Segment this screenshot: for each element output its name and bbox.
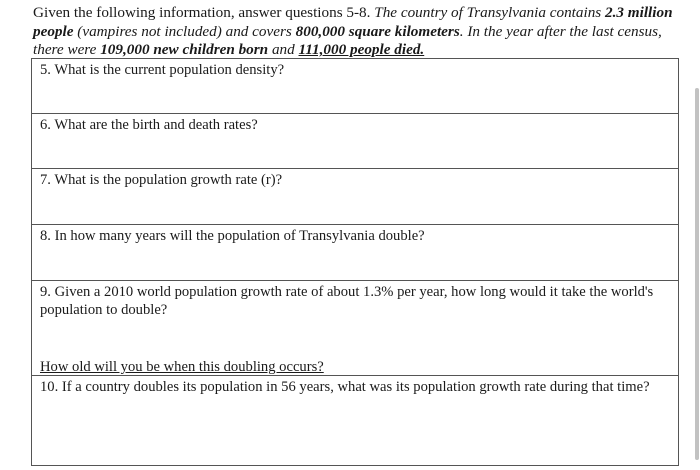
intro-and: and <box>268 41 299 58</box>
question-subtext: How old will you be when this doubling occurs? <box>40 359 324 375</box>
question-row[interactable] <box>32 168 678 225</box>
question-row[interactable] <box>32 375 678 466</box>
intro-vampires: (vampires not included) and covers <box>73 22 296 40</box>
intro-census: . In the year after the last census, there were <box>33 22 662 58</box>
vertical-scrollbar[interactable] <box>695 88 699 460</box>
intro-population: 2.3 million people <box>33 4 673 40</box>
question-text: 5. What is the current population density? <box>40 62 285 78</box>
question-text: 8. In how many years will the population of Transylvania double? <box>40 228 425 244</box>
question-row[interactable] <box>32 280 678 376</box>
intro-country: The country of Transylvania contains <box>374 4 606 21</box>
questions-table <box>31 58 679 466</box>
intro-lead: Given the following information, answer questions 5-8. <box>33 4 375 21</box>
question-row[interactable] <box>32 224 678 281</box>
intro-area: 800,000 square kilometers <box>295 22 460 40</box>
intro-births: 109,000 new children born <box>100 41 269 58</box>
question-text: 7. What is the population growth rate (r)? <box>40 172 283 188</box>
intro-deaths: 111,000 people died. <box>298 41 425 58</box>
question-text: 9. Given a 2010 world population growth rate of about 1.3% per year, how long would it take the world's population to double? <box>40 284 654 318</box>
instructions-paragraph <box>33 4 673 60</box>
question-row[interactable] <box>32 58 678 114</box>
question-text: 6. What are the birth and death rates? <box>40 117 258 133</box>
question-text: 10. If a country doubles its population in 56 years, what was its population growth rate during that time? <box>40 379 650 395</box>
question-row[interactable] <box>32 113 678 169</box>
